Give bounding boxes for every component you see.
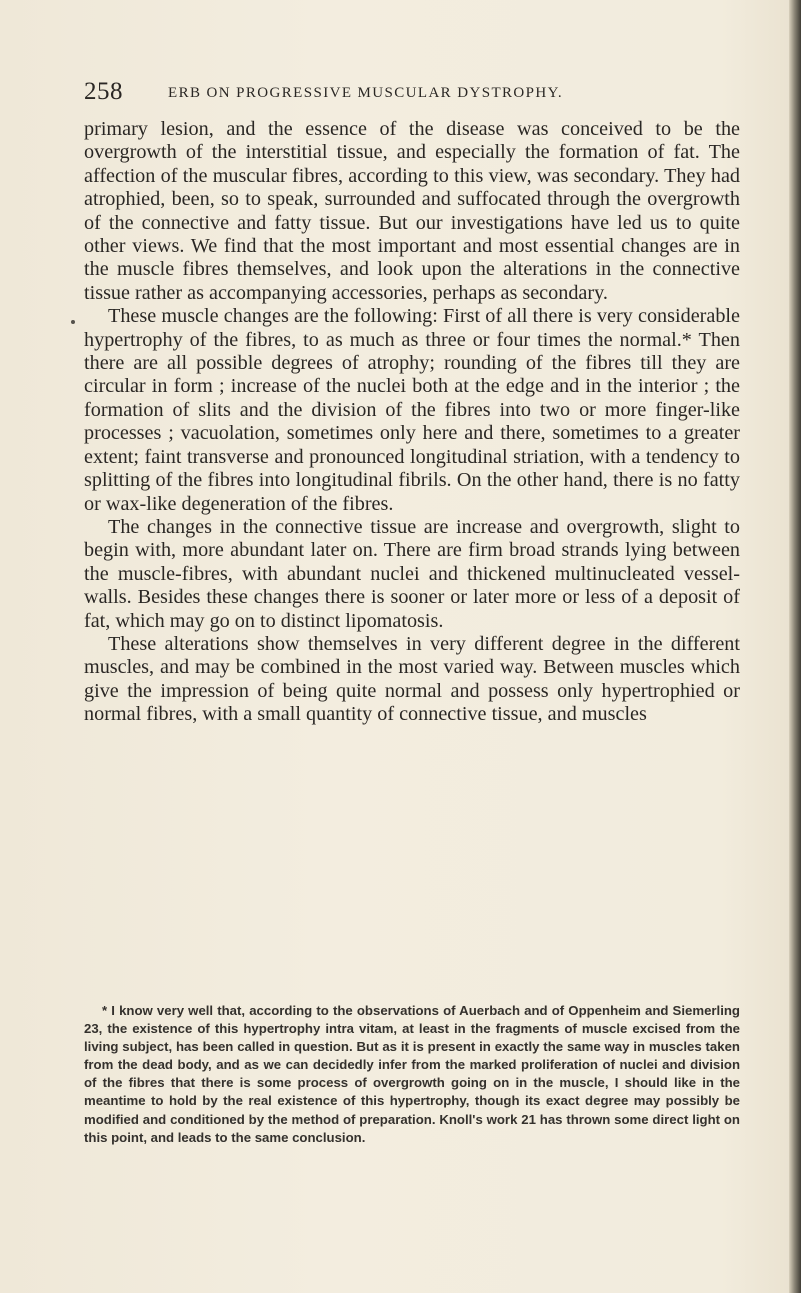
margin-dot-mark	[71, 320, 75, 324]
paragraph-3: The changes in the connective tissue are increase and overgrowth, slight to begin with, more abundant later on. There are firm broad strands lying between the muscle-fibres, with abundant nuclei and thickened multinucleated vessel-walls. Besides these changes there is sooner or later more or less of a deposit of fat, which may go on to distinct lipomatosis.	[84, 515, 740, 632]
footnote: * I know very well that, according to the observations of Auerbach and of Oppenheim and Siemerling 23, the existence of this hypertrophy intra vitam, at least in the fragments of muscle excised from the living subject, has been called in question. But as it is present in exactly the same way in muscles taken from the dead body, and as we can decidedly infer from the marked proliferation of nuclei and division of the fibres that there is some process of overgrowth going on in the muscle, I should like in the meantime to hold by the real existence of this hypertrophy, though its exact degree may possibly be modified and conditioned by the method of preparation. Knoll's work 21 has thrown some direct light on this point, and leads to the same conclusion.	[84, 1003, 740, 1145]
page-number: 258	[84, 78, 123, 105]
paragraph-4: These alterations show themselves in very different degree in the different muscles, and may be combined in the most varied way. Between muscles which give the impression of being quite normal and possess only hypertrophied or normal fibres, with a small quantity of connective tissue, and muscles	[84, 632, 740, 726]
running-head	[84, 78, 744, 108]
paragraph-2: These muscle changes are the following: First of all there is very considerable hypertrophy of the fibres, to as much as three or four times the normal.* Then there are all possible degrees of atrophy; rounding of the fibres till they are circular in form ; increase of the nuclei both at the edge and in the interior ; the formation of slits and the division of the fibres into two or more finger-like processes ; vacuolation, sometimes only here and there, sometimes to a greater extent; faint transverse and pronounced longitudinal striation, with a tendency to splitting of the fibres into longitudinal fibrils. On the other hand, there is no fatty or wax-like degeneration of the fibres.	[84, 305, 740, 515]
running-title: ERB ON PROGRESSIVE MUSCULAR DYSTROPHY.	[168, 85, 564, 101]
body-text	[84, 118, 740, 727]
page-binding-edge	[789, 0, 801, 1293]
paragraph-1: primary lesion, and the essence of the disease was conceived to be the overgrowth of the interstitial tissue, and especially the formation of fat. The affection of the muscular fibres, according to this view, was secondary. They had atrophied, been, so to speak, surrounded and suffocated through the overgrowth of the connective and fatty tissue. But our investigations have led us to quite other views. We find that the most important and most essential changes are in the muscle fibres themselves, and look upon the alterations in the connective tissue rather as accompanying accessories, perhaps as secondary.	[84, 118, 740, 304]
